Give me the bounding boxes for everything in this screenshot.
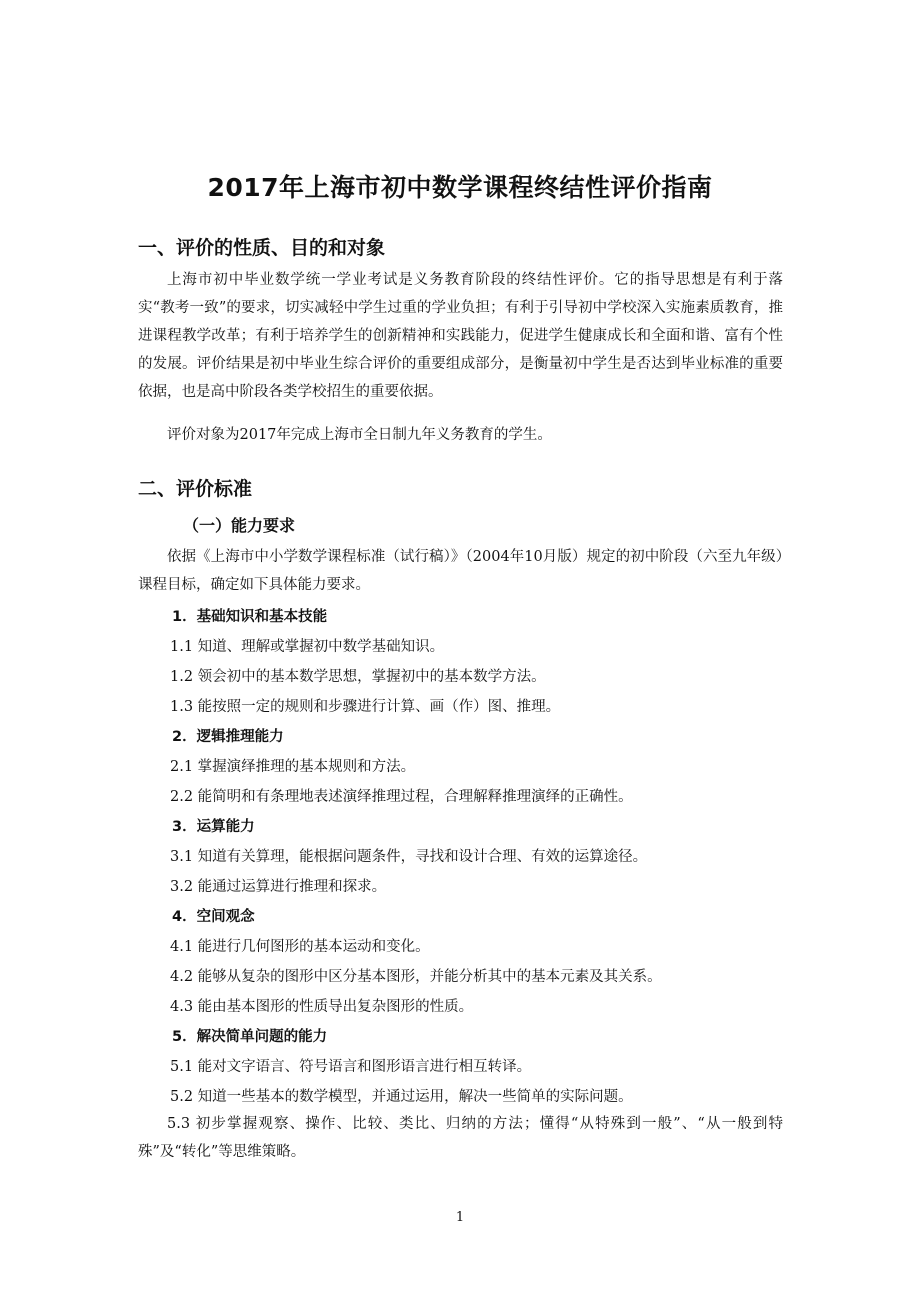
list-item: 4.2 能够从复杂的图形中区分基本图形，并能分析其中的基本元素及其关系。 xyxy=(170,969,662,985)
list-item: 2.1 掌握演绎推理的基本规则和方法。 xyxy=(170,759,416,775)
list-item: 5.1 能对文字语言、符号语言和图形语言进行相互转译。 xyxy=(170,1059,532,1075)
section1-paragraph-2: 评价对象为2017年完成上海市全日制九年义务教育的学生。 xyxy=(167,427,552,443)
list-item-wrapped: 5.3 初步掌握观察、操作、比较、类比、归纳的方法；懂得“从特殊到一般”、“从一般到特殊”及“转化”等思维策略。 xyxy=(138,1116,783,1160)
list-item: 1.1 知道、理解或掌握初中数学基础知识。 xyxy=(170,639,445,655)
list-item: 3.1 知道有关算理，能根据问题条件，寻找和设计合理、有效的运算途径。 xyxy=(170,849,648,865)
document-title: 2017年上海市初中数学课程终结性评价指南 xyxy=(207,173,713,202)
list-item: 2.2 能简明和有条理地表述演绎推理过程，合理解释推理演绎的正确性。 xyxy=(170,789,633,805)
section-heading-1: 一、评价的性质、目的和对象 xyxy=(138,237,386,259)
list-item: 1.2 领会初中的基本数学思想，掌握初中的基本数学方法。 xyxy=(170,669,546,685)
subsection-heading: （一）能力要求 xyxy=(183,516,296,535)
section-heading-2: 二、评价标准 xyxy=(138,478,253,500)
group-title-1: 1．基础知识和基本技能 xyxy=(172,609,328,625)
page-number: 1 xyxy=(455,1210,465,1225)
list-item: 4.1 能进行几何图形的基本运动和变化。 xyxy=(170,939,430,955)
list-item: 4.3 能由基本图形的性质导出复杂图形的性质。 xyxy=(170,999,474,1015)
section2-intro-paragraph: 依据《上海市中小学数学课程标准（试行稿）》（2004年10月版）规定的初中阶段（六至九年级）课程目标，确定如下具体能力要求。 xyxy=(138,549,783,593)
section1-paragraph-1: 上海市初中毕业数学统一学业考试是义务教育阶段的终结性评价。它的指导思想是有利于落实“教考一致”的要求，切实减轻中学生过重的学业负担；有利于引导初中学校深入实施素质教育，推进课程教学改革；有利于培养学生的创新精神和实践能力，促进学生健康成长和全面和谐、富有个性的发展。评价结果是初中毕业生综合评价的重要组成部分，是衡量初中学生是否达到毕业标准的重要依据，也是高中阶段各类学校招生的重要依据。 xyxy=(138,272,783,400)
group-title-3: 3．运算能力 xyxy=(172,819,255,835)
group-title-4: 4．空间观念 xyxy=(172,909,255,925)
list-item: 1.3 能按照一定的规则和步骤进行计算、画（作）图、推理。 xyxy=(170,699,561,715)
group-title-5: 5．解决简单问题的能力 xyxy=(172,1029,328,1045)
list-item: 3.2 能通过运算进行推理和探求。 xyxy=(170,879,387,895)
group-title-2: 2．逻辑推理能力 xyxy=(172,729,284,745)
list-item: 5.2 知道一些基本的数学模型，并通过运用，解决一些简单的实际问题。 xyxy=(170,1089,633,1105)
